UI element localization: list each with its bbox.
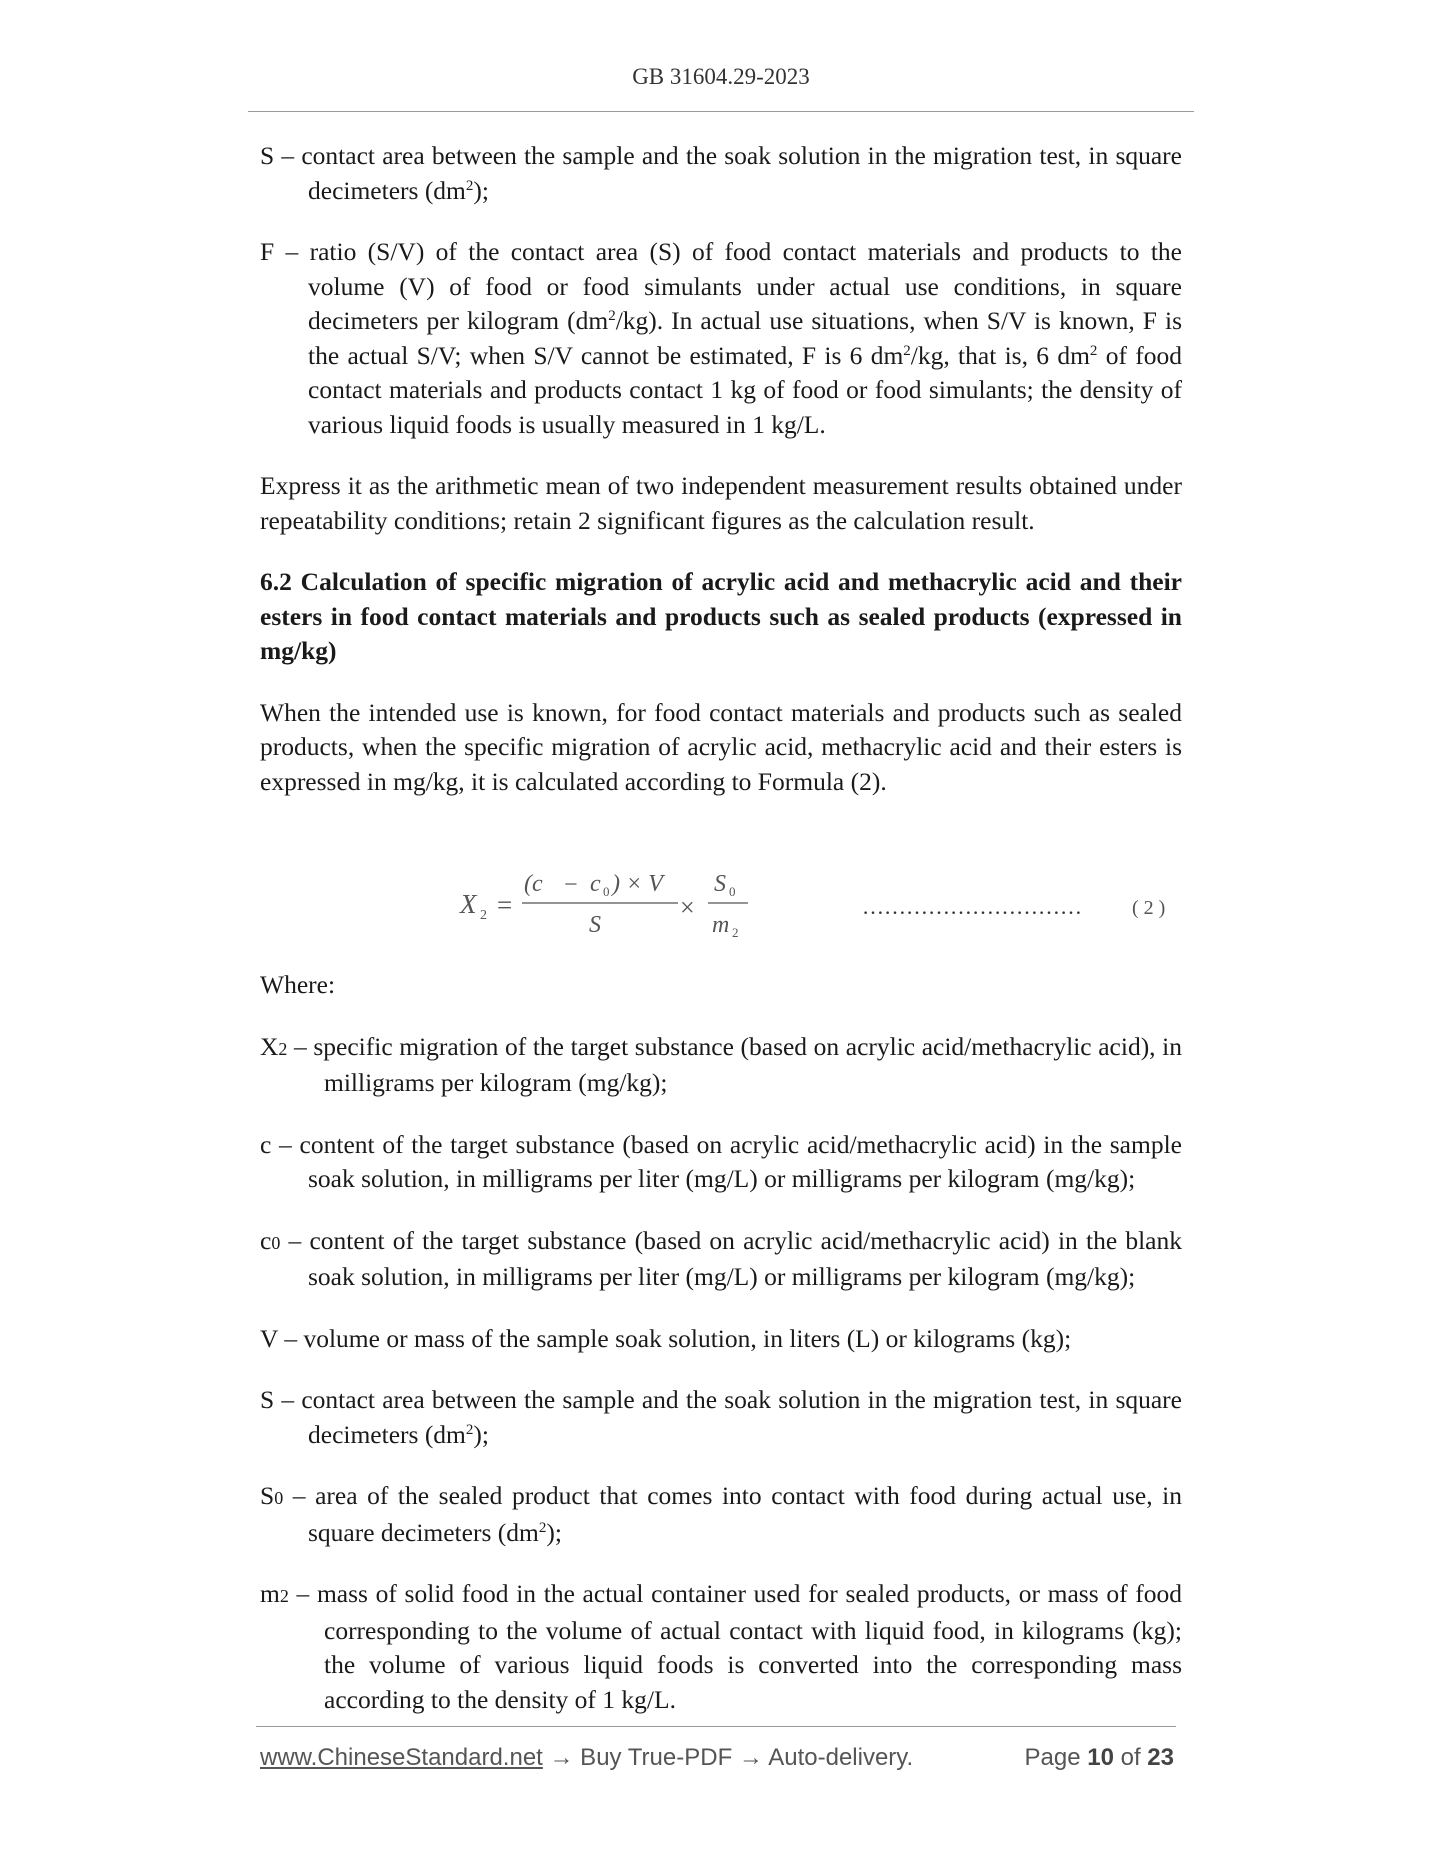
formula-times: × — [680, 893, 695, 922]
formula-graphic — [260, 826, 1182, 956]
formula-den-s: S — [589, 912, 601, 938]
formula-lhs: X — [460, 889, 477, 919]
footer-divider — [256, 1726, 1176, 1727]
formula-num-close: ) × V — [612, 871, 663, 897]
definition-m2: m2 – mass of solid food in the actual container used for sealed products, or mass of food corresponding to the volume of actual contact with liquid food, in kilograms (kg); the volume of various liquid foods is converted into the corresponding mass according to the density of 1 kg/L. — [260, 1579, 1182, 1714]
arrow-icon: → — [738, 1744, 763, 1771]
formula-s0-sub: 0 — [729, 884, 736, 899]
formula-num-open: (c — [524, 871, 543, 897]
paragraph-formula-intro: When the intended use is known, for food contact materials and products such as sealed products, when the specific migration of acrylic acid, methacrylic acid and their esters is expressed in mg/kg, it is calculated according to Formula (2). — [260, 697, 1182, 796]
formula-m2-sub: 2 — [732, 925, 739, 940]
section-heading-6-2: 6.2 Calculation of specific migration of acrylic acid and methacrylic acid and their esters in food contact materials and products such as sealed products (expressed in mg/kg) — [260, 567, 1182, 665]
formula-equals: = — [497, 890, 513, 920]
buy-true-pdf-text: Buy True-PDF — [573, 1744, 739, 1771]
definition-x2: X2 – specific migration of the target substance (based on acrylic acid/methacrylic acid), in milligrams per kilogram (mg/kg); — [260, 1031, 1182, 1097]
definition-f: F – ratio (S/V) of the contact area (S) of food contact materials and products to the volume (V) of food or food simulants under actual use conditions, in square decimeters per kilogram $(dm^2/kg)$. In actual use situations, when S/V is known, F is the actual S/V; when S/V cannot be estimated, F is 6 $dm^2/kg$, that is, 6 $dm^2$ of food contact materials and products contact 1 kg of food or food simulants; the density of various liquid foods is usually measured in 1 kg/L. — [260, 237, 1183, 439]
definition-s0: S0 – area of the sealed product that comes into contact with food during actual use, in square decimeters $(dm^2)$; — [260, 1481, 1182, 1547]
definition-s-bottom: S – contact area between the sample and the soak solution in the migration test, in square decimeters $(dm^2)$; — [260, 1385, 1182, 1449]
formula-c0: c — [590, 871, 601, 897]
definition-v: V – volume or mass of the sample soak solution, in liters (L) or kilograms (kg); — [260, 1323, 1072, 1353]
paragraph-arithmetic-mean: Express it as the arithmetic mean of two independent measurement results obtained under repeatability conditions; retain 2 significant figures as the calculation result. — [260, 471, 1182, 535]
formula-number: ( 2 ) — [1132, 897, 1166, 919]
header-divider — [248, 111, 1194, 112]
formula-m2: m — [712, 912, 730, 938]
page-content — [260, 139, 1182, 1744]
page-footer — [260, 1744, 1174, 1772]
formula-dots: ………………………… — [862, 894, 1082, 919]
website-link[interactable]: www.ChineseStandard.net — [260, 1744, 543, 1771]
formula-2 — [260, 826, 1182, 956]
page-number: Page 10 of 23 — [1024, 1744, 1174, 1771]
formula-minus: − — [564, 872, 578, 898]
arrow-icon: → — [549, 1744, 574, 1771]
formula-c0-sub: 0 — [603, 884, 610, 899]
formula-lhs-sub: 2 — [480, 908, 487, 923]
auto-delivery-text: Auto-delivery. — [762, 1744, 914, 1771]
formula-s0: S — [714, 871, 726, 897]
definition-s-top: S – contact area between the sample and the soak solution in the migration test, in square decimeters $(dm^2)$; — [260, 141, 1182, 205]
where-label: Where: — [260, 970, 336, 999]
definition-c: c – content of the target substance (based on acrylic acid/methacrylic acid) in the sample soak solution, in milligrams per liter (mg/L) or milligrams per kilogram (mg/kg); — [260, 1129, 1182, 1193]
document-header: GB 31604.29-2023 — [632, 64, 810, 89]
definition-c0: c0 – content of the target substance (based on acrylic acid/methacrylic acid) in the blank soak solution, in milligrams per liter (mg/L) or milligrams per kilogram (mg/kg); — [260, 1225, 1182, 1291]
